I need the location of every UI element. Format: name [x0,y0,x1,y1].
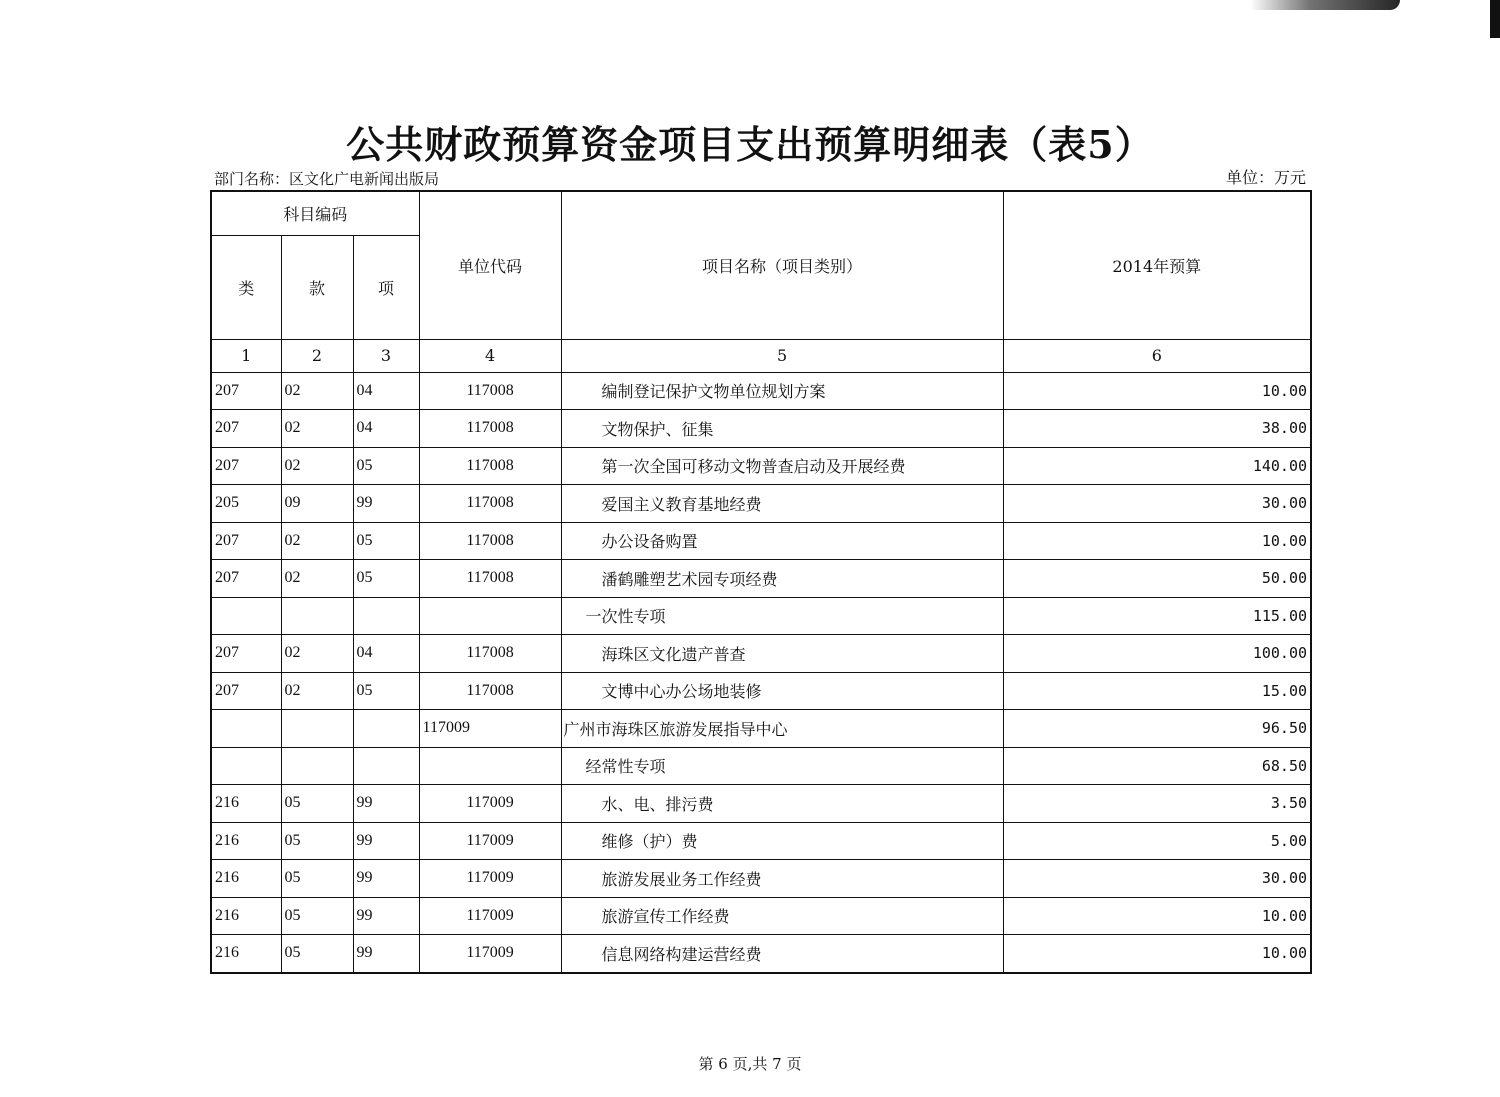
column-number: 4 [419,339,561,372]
cell-unit-code: 117009 [419,822,561,860]
cell-project-name: 广州市海珠区旅游发展指导中心 [561,710,1003,748]
table-row [211,822,1311,860]
cell-item: 99 [353,785,419,823]
table-row [211,522,1311,560]
header-subject-code: 科目编码 [211,191,419,235]
table-row [211,897,1311,935]
cell-section: 02 [281,560,353,598]
cell-unit-code: 117009 [419,710,561,748]
cell-budget-amount: 38.00 [1003,410,1311,448]
cell-budget-amount: 3.50 [1003,785,1311,823]
cell-project-name: 一次性专项 [561,597,1003,635]
cell-class [211,710,281,748]
cell-budget-amount: 10.00 [1003,935,1311,973]
cell-class: 207 [211,522,281,560]
column-number-row [211,339,1311,372]
cell-class: 207 [211,410,281,448]
cell-unit-code: 117008 [419,522,561,560]
table-row [211,485,1311,523]
header-project-name: 项目名称（项目类别） [561,191,1003,339]
header-budget-2014: 2014年预算 [1003,191,1311,339]
cell-class: 207 [211,447,281,485]
cell-budget-amount: 115.00 [1003,597,1311,635]
column-number: 1 [211,339,281,372]
cell-project-name: 编制登记保护文物单位规划方案 [561,372,1003,410]
cell-item: 99 [353,935,419,973]
cell-class [211,597,281,635]
cell-class: 216 [211,822,281,860]
cell-section: 05 [281,935,353,973]
header-section: 款 [281,235,353,339]
cell-item: 05 [353,560,419,598]
column-number: 5 [561,339,1003,372]
budget-table-body [211,372,1311,973]
cell-project-name: 潘鹤雕塑艺术园专项经费 [561,560,1003,598]
table-row [211,785,1311,823]
cell-item [353,747,419,785]
cell-item [353,597,419,635]
cell-class: 207 [211,635,281,673]
cell-section: 05 [281,822,353,860]
cell-item: 99 [353,485,419,523]
cell-section [281,710,353,748]
cell-class [211,747,281,785]
cell-class: 216 [211,897,281,935]
department-label: 部门名称：区文化广电新闻出版局 [214,170,440,188]
table-row [211,672,1311,710]
table-row [211,560,1311,598]
cell-project-name: 水、电、排污费 [561,785,1003,823]
cell-section [281,747,353,785]
cell-budget-amount: 50.00 [1003,560,1311,598]
cell-budget-amount: 10.00 [1003,372,1311,410]
cell-item: 99 [353,822,419,860]
cell-project-name: 旅游发展业务工作经费 [561,860,1003,898]
column-number: 6 [1003,339,1311,372]
cell-project-name: 旅游宣传工作经费 [561,897,1003,935]
header-item: 项 [353,235,419,339]
cell-class: 207 [211,372,281,410]
cell-budget-amount: 100.00 [1003,635,1311,673]
cell-project-name: 信息网络构建运营经费 [561,935,1003,973]
cell-class: 207 [211,560,281,598]
cell-unit-code: 117008 [419,372,561,410]
cell-budget-amount: 10.00 [1003,522,1311,560]
table-row [211,635,1311,673]
cell-budget-amount: 96.50 [1003,710,1311,748]
cell-section: 05 [281,860,353,898]
budget-table [210,190,1312,974]
cell-class: 207 [211,672,281,710]
cell-section: 02 [281,522,353,560]
cell-item: 04 [353,410,419,448]
table-row [211,410,1311,448]
cell-budget-amount: 5.00 [1003,822,1311,860]
scan-binding-mark [1490,0,1500,38]
cell-project-name: 文物保护、征集 [561,410,1003,448]
cell-section [281,597,353,635]
document-title: 公共财政预算资金项目支出预算明细表（表5） [346,122,1154,167]
table-row [211,447,1311,485]
cell-project-name: 办公设备购置 [561,522,1003,560]
cell-unit-code: 117008 [419,672,561,710]
cell-section: 02 [281,447,353,485]
unit-label: 单位：万元 [1225,168,1306,187]
cell-unit-code [419,597,561,635]
cell-project-name: 海珠区文化遗产普查 [561,635,1003,673]
scan-edge-mark [1250,0,1400,10]
cell-unit-code: 117008 [419,560,561,598]
cell-project-name: 爱国主义教育基地经费 [561,485,1003,523]
cell-budget-amount: 30.00 [1003,860,1311,898]
cell-item [353,710,419,748]
cell-item: 05 [353,447,419,485]
cell-section: 05 [281,897,353,935]
cell-unit-code [419,747,561,785]
cell-project-name: 文博中心办公场地装修 [561,672,1003,710]
cell-unit-code: 117008 [419,485,561,523]
cell-budget-amount: 140.00 [1003,447,1311,485]
table-row [211,860,1311,898]
cell-unit-code: 117009 [419,785,561,823]
cell-class: 205 [211,485,281,523]
cell-budget-amount: 30.00 [1003,485,1311,523]
column-number: 2 [281,339,353,372]
column-number: 3 [353,339,419,372]
table-row [211,935,1311,973]
cell-section: 09 [281,485,353,523]
page-footer: 第 6 页,共 7 页 [698,1055,802,1073]
cell-unit-code: 117008 [419,635,561,673]
table-row [211,597,1311,635]
cell-class: 216 [211,935,281,973]
cell-budget-amount: 15.00 [1003,672,1311,710]
cell-item: 05 [353,672,419,710]
cell-project-name: 经常性专项 [561,747,1003,785]
cell-class: 216 [211,785,281,823]
cell-unit-code: 117009 [419,897,561,935]
cell-unit-code: 117008 [419,447,561,485]
cell-project-name: 维修（护）费 [561,822,1003,860]
cell-unit-code: 117008 [419,410,561,448]
cell-unit-code: 117009 [419,935,561,973]
cell-item: 04 [353,635,419,673]
header-unit-code: 单位代码 [419,191,561,339]
cell-item: 99 [353,860,419,898]
cell-item: 05 [353,522,419,560]
cell-section: 05 [281,785,353,823]
cell-section: 02 [281,410,353,448]
cell-project-name: 第一次全国可移动文物普查启动及开展经费 [561,447,1003,485]
table-row [211,710,1311,748]
table-row [211,747,1311,785]
cell-class: 216 [211,860,281,898]
cell-item: 99 [353,897,419,935]
cell-unit-code: 117009 [419,860,561,898]
table-row [211,372,1311,410]
cell-budget-amount: 10.00 [1003,897,1311,935]
cell-budget-amount: 68.50 [1003,747,1311,785]
header-class: 类 [211,235,281,339]
cell-section: 02 [281,672,353,710]
cell-section: 02 [281,372,353,410]
cell-item: 04 [353,372,419,410]
cell-section: 02 [281,635,353,673]
